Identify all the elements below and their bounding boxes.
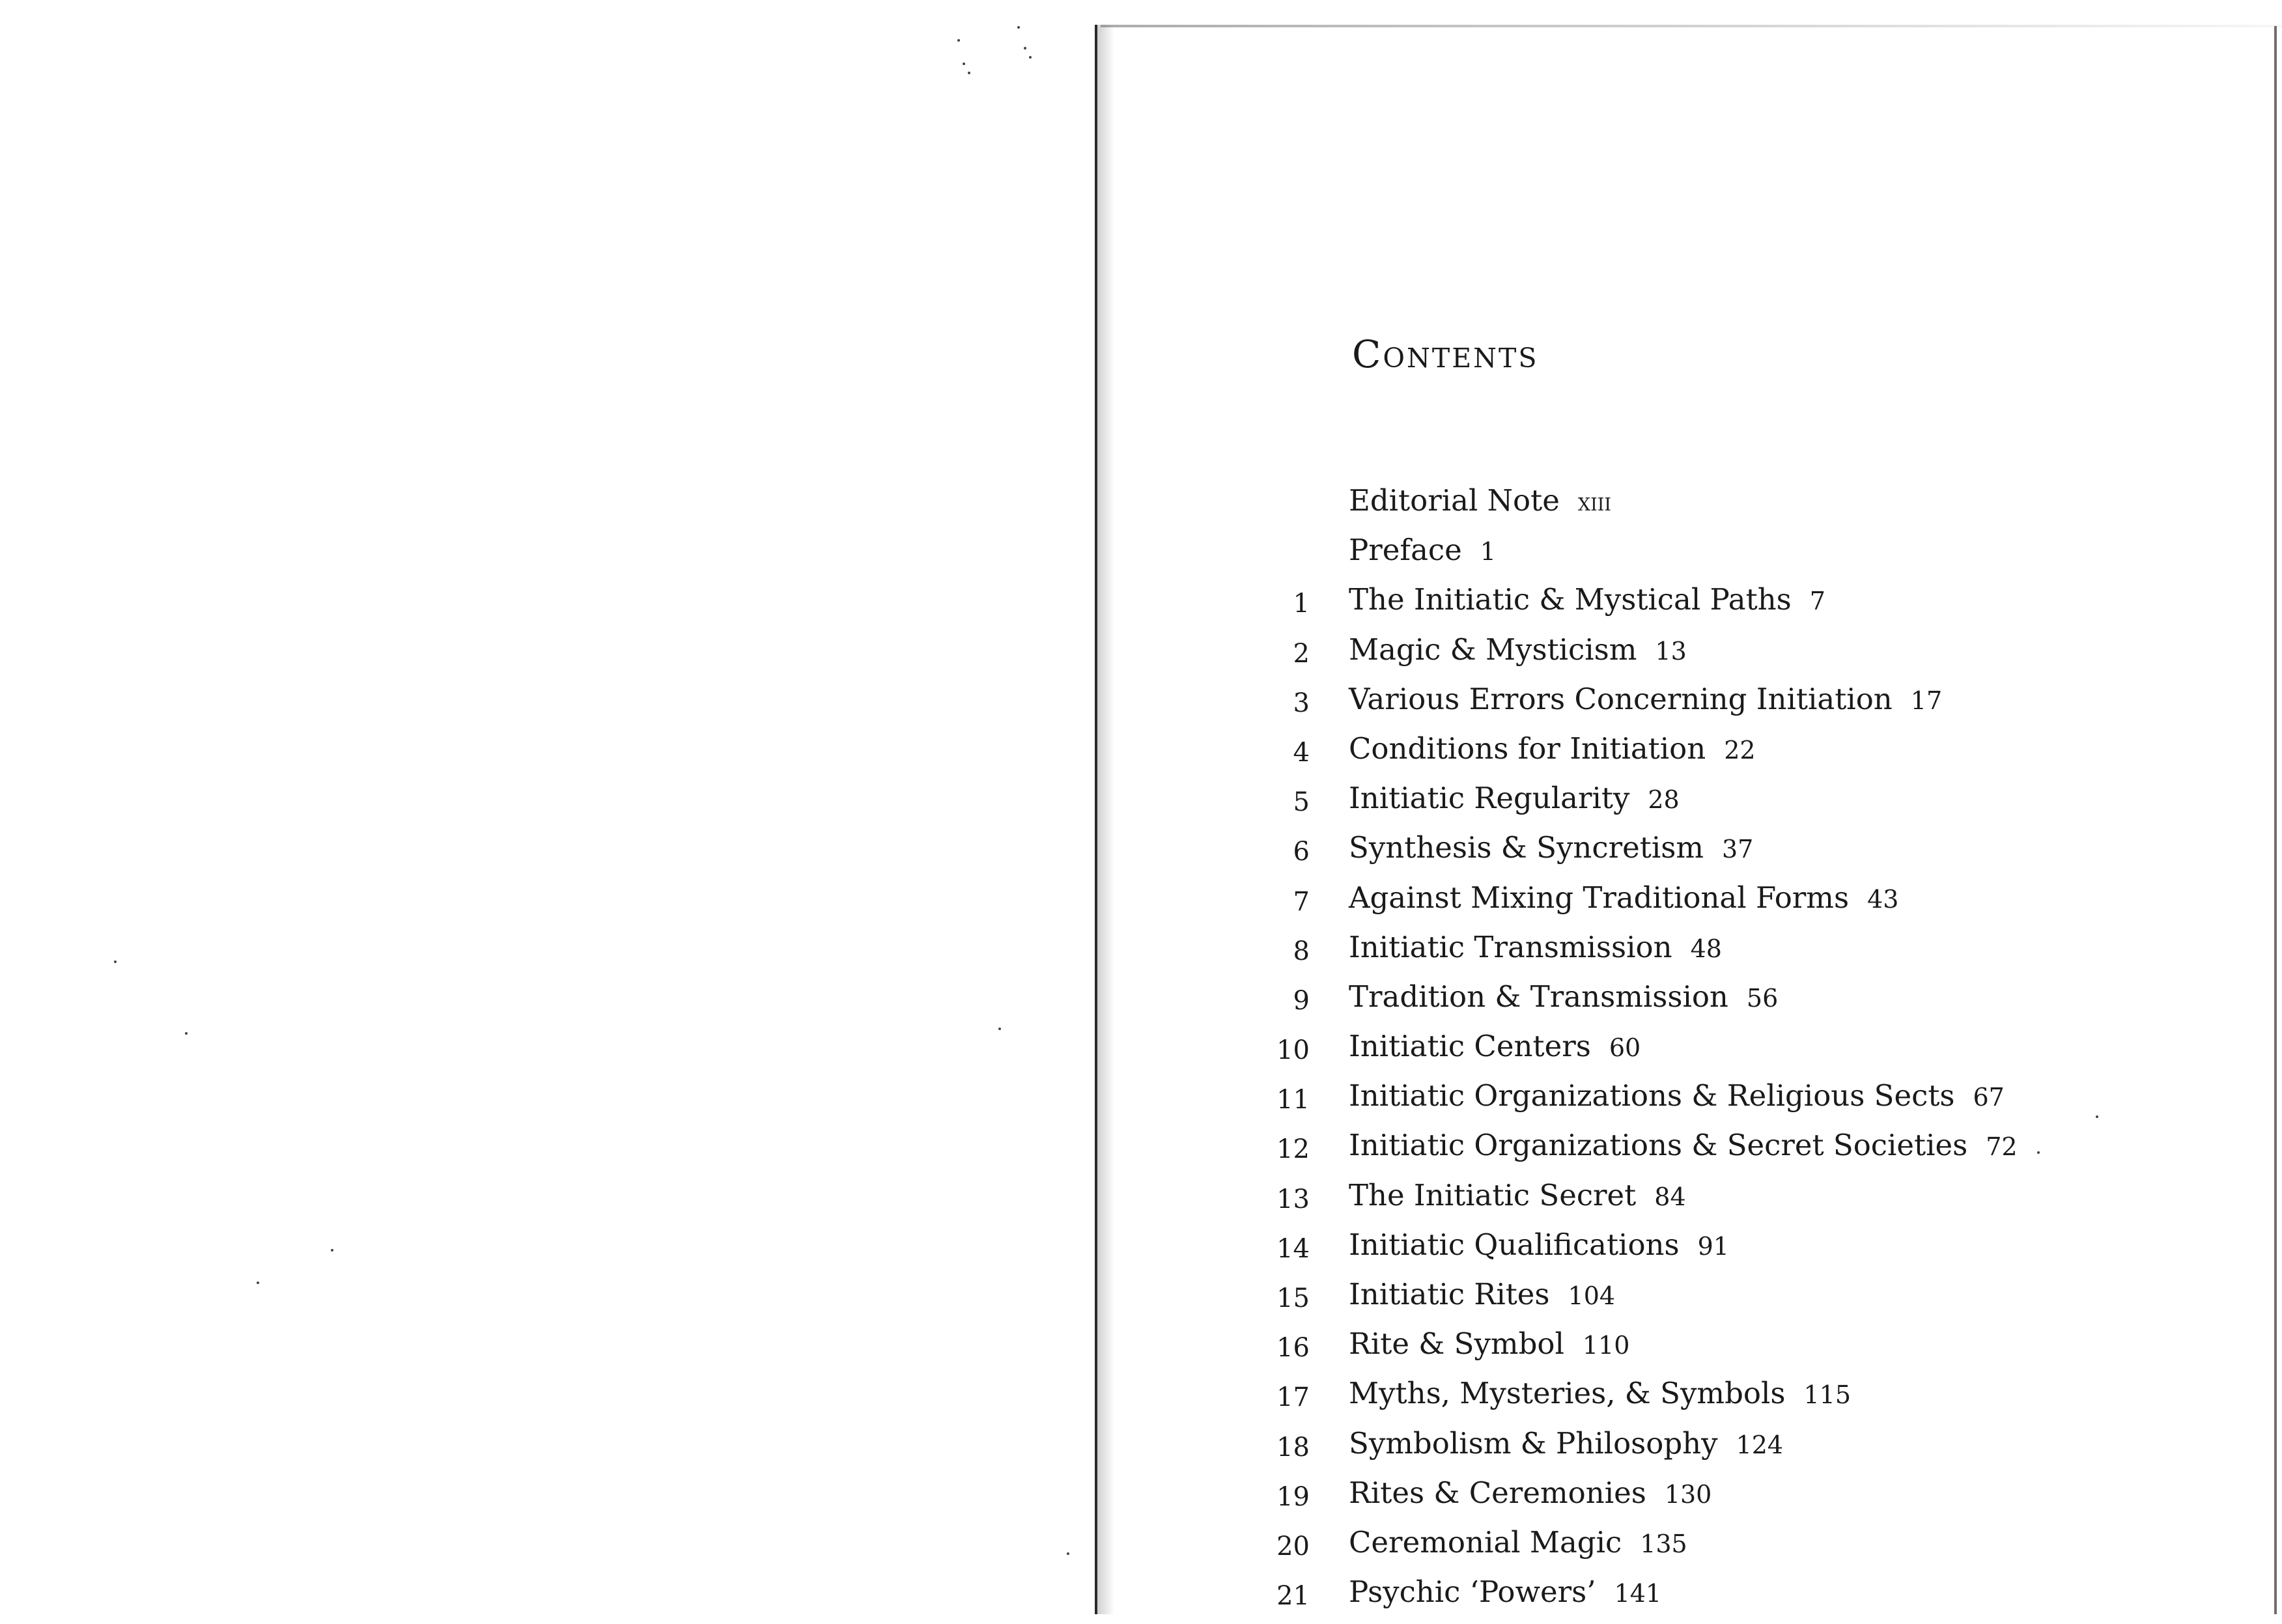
chapter-title: Initiatic Regularity (1349, 781, 1630, 816)
chapter-number: 16 (1276, 1333, 1310, 1364)
chapter-title: Initiatic Organizations & Religious Sects (1349, 1078, 1955, 1113)
chapter-number: 15 (1276, 1283, 1310, 1313)
page-right-edge (2274, 26, 2277, 1614)
page-number: 7 (1809, 587, 1825, 616)
chapter-title: Initiatic Organizations & Secret Societies (1349, 1128, 1968, 1163)
scan-speck (331, 1249, 333, 1252)
scan-speck (963, 63, 965, 65)
page-number: 56 (1746, 983, 1779, 1013)
chapter-number: 14 (1276, 1233, 1310, 1264)
toc-entry[interactable] (1114, 1178, 2221, 1227)
page-number: 115 (1803, 1380, 1852, 1410)
toc-entry[interactable] (1114, 582, 2221, 632)
page-number: 13 (1655, 636, 1687, 665)
chapter-number: 3 (1293, 688, 1310, 718)
scan-speck (1029, 56, 1032, 59)
scan-speck (1017, 26, 1020, 29)
chapter-number: 4 (1293, 737, 1310, 768)
toc-entry[interactable] (1114, 682, 2221, 731)
toc-entry[interactable] (1114, 979, 2221, 1029)
toc-entry[interactable] (1114, 1277, 2221, 1326)
chapter-number: 10 (1276, 1035, 1310, 1066)
chapter-number: 7 (1293, 886, 1310, 917)
chapter-number: 6 (1293, 837, 1310, 867)
chapter-title: Synthesis & Syncretism (1349, 830, 1704, 865)
chapter-title: Rites & Ceremonies (1349, 1475, 1646, 1510)
page-number: 130 (1664, 1479, 1712, 1509)
chapter-title: Myths, Mysteries, & Symbols (1349, 1376, 1786, 1411)
page-number: 22 (1724, 735, 1756, 764)
chapter-number: 21 (1276, 1581, 1310, 1612)
chapter-title: Various Errors Concerning Initiation (1349, 681, 1893, 716)
chapter-number: 8 (1293, 936, 1310, 966)
scan-speck (114, 960, 117, 963)
chapter-number: 13 (1276, 1184, 1310, 1214)
chapter-number: 18 (1276, 1432, 1310, 1463)
page-number: 72 (1986, 1132, 2018, 1162)
page-number: 104 (1568, 1281, 1616, 1310)
page-number: 28 (1648, 785, 1680, 815)
toc-entry[interactable] (1114, 483, 2221, 533)
toc-entry[interactable] (1114, 632, 2221, 682)
chapter-title: The Initiatic Secret (1349, 1177, 1637, 1212)
scan-speck (1024, 47, 1026, 49)
chapter-title: Magic & Mysticism (1349, 632, 1637, 667)
scan-speck (257, 1281, 259, 1284)
chapter-number: 2 (1293, 638, 1310, 669)
toc-entry[interactable] (1114, 731, 2221, 781)
chapter-title: Psychic ‘Powers’ (1349, 1575, 1596, 1610)
chapter-title: Initiatic Qualifications (1349, 1227, 1680, 1262)
chapter-title: Initiatic Transmission (1349, 929, 1672, 964)
toc-entry[interactable] (1114, 1029, 2221, 1078)
chapter-number: 11 (1276, 1085, 1310, 1115)
chapter-number: 17 (1276, 1382, 1310, 1413)
toc-entry[interactable] (1114, 1525, 2221, 1575)
page-number: 124 (1736, 1430, 1784, 1459)
toc-entry[interactable] (1114, 880, 2221, 930)
chapter-number: 20 (1276, 1531, 1310, 1561)
page-number: 48 (1690, 934, 1722, 963)
chapter-title: Tradition & Transmission (1349, 979, 1728, 1014)
chapter-title: Ceremonial Magic (1349, 1524, 1622, 1560)
contents-heading: Contents (1352, 332, 1539, 376)
page-number: 1 (1480, 537, 1496, 567)
chapter-title: Preface (1349, 533, 1462, 568)
chapter-title: Against Mixing Traditional Forms (1349, 880, 1850, 915)
chapter-number: 12 (1276, 1134, 1310, 1165)
toc-entry[interactable] (1114, 1326, 2221, 1376)
page-number: 67 (1973, 1083, 2005, 1112)
toc-entry[interactable] (1114, 1078, 2221, 1128)
page-number: 43 (1867, 884, 1899, 914)
chapter-title: Initiatic Centers (1349, 1029, 1591, 1064)
toc-entry[interactable] (1114, 930, 2221, 979)
chapter-title: Initiatic Rites (1349, 1277, 1550, 1311)
toc-entry[interactable] (1114, 1575, 2221, 1624)
toc-entry[interactable] (1114, 830, 2221, 880)
page-number: 110 (1582, 1331, 1630, 1360)
toc-entry[interactable] (1114, 533, 2221, 582)
scan-speck (185, 1032, 188, 1035)
toc-entry[interactable] (1114, 1426, 2221, 1476)
page-number: 91 (1697, 1231, 1729, 1261)
page-number: xiii (1577, 488, 1612, 516)
page-number: 141 (1614, 1579, 1662, 1608)
toc-entry[interactable] (1114, 1128, 2221, 1177)
page-number: 84 (1654, 1182, 1686, 1211)
page-number: 60 (1609, 1033, 1641, 1063)
page-number: 17 (1910, 686, 1943, 715)
contents-page (1114, 27, 2274, 1614)
chapter-number: 9 (1293, 985, 1310, 1016)
chapter-number: 5 (1293, 787, 1310, 818)
chapter-number: 1 (1293, 589, 1310, 619)
chapter-title: The Initiatic & Mystical Paths (1349, 582, 1792, 617)
toc-entry[interactable] (1114, 1376, 2221, 1425)
toc-entry[interactable] (1114, 1227, 2221, 1277)
chapter-number: 19 (1276, 1481, 1310, 1512)
page-number: 37 (1722, 835, 1754, 864)
chapter-title: Rite & Symbol (1349, 1326, 1564, 1362)
scan-speck (1067, 1552, 1069, 1555)
contents-list (1114, 483, 2221, 1624)
scan-speck (968, 72, 970, 74)
scan-speck (998, 1028, 1001, 1030)
chapter-title: Symbolism & Philosophy (1349, 1425, 1718, 1461)
toc-entry[interactable] (1114, 781, 2221, 830)
scan-speck (957, 39, 960, 42)
chapter-title: Conditions for Initiation (1349, 731, 1706, 766)
left-page-blank (0, 0, 1094, 1614)
page-number: 135 (1640, 1529, 1687, 1558)
gutter-shadow (1097, 25, 1114, 1614)
chapter-title: Editorial Note (1349, 483, 1560, 518)
toc-entry[interactable] (1114, 1476, 2221, 1525)
